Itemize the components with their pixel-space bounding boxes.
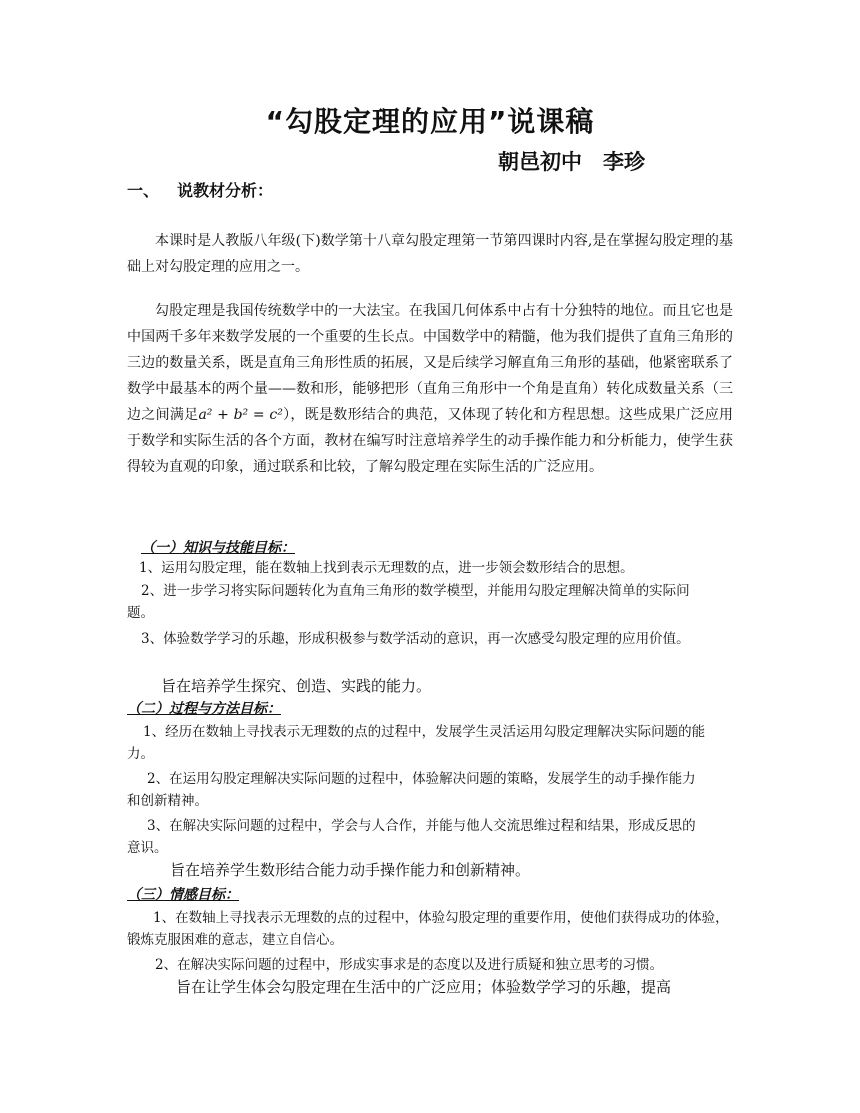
section-heading <box>127 178 273 201</box>
paragraph-intro: 本课时是人教版八年级(下)数学第十八章勾股定理第一节第四课时内容,是在掌握勾股定理的基础上对勾股定理的应用之一。 <box>127 233 733 275</box>
goal2-item-2: 2、在运用勾股定理解决实际问题的过程中，体验解决问题的策略，发展学生的动手操作能力和创新精神。 <box>127 771 696 809</box>
goal2-item-3: 3、在解决实际问题的过程中，学会与人合作，并能与他人交流思维过程和结果，形成反思的意识。 <box>127 818 696 856</box>
section-label: 说教材分析： <box>177 181 274 200</box>
goal2-item-1: 1、经历在数轴上寻找表示无理数的点的过程中，发展学生灵活运用勾股定理解决实际问题的能力。 <box>127 724 706 762</box>
document-title: “勾股定理的应用”说课稿 <box>265 105 595 138</box>
goal3-aim: 旨在让学生体会勾股定理在生活中的广泛应用；体验数学学习的乐趣，提高 <box>176 978 672 996</box>
goal1-item-1: 1、运用勾股定理，能在数轴上找到表示无理数的点，进一步领会数形结合的思想。 <box>139 560 634 576</box>
goal-heading-emotion: （三）情感目标： <box>127 887 239 903</box>
goal2-aim: 旨在培养学生数形结合能力动手操作能力和创新精神。 <box>170 861 531 879</box>
section-number: 一、 <box>127 181 160 200</box>
goal3-item-2: 2、在解决实际问题的过程中，形成实事求是的态度以及进行质疑和独立思考的习惯。 <box>155 957 664 973</box>
goal-heading-knowledge: （一）知识与技能目标： <box>141 540 295 556</box>
goal1-aim: 旨在培养学生探究、创造、实践的能力。 <box>161 677 432 695</box>
paragraph-text-b: ），既是数形结合的典范，又体现了转化和方程思想。这些成果广泛应用于数学和实际生活的各个方面，教材在编写时注意培养学生的动手操作能力和分析能力，使学生获得较为直观的印象，通过联系和比较，了解勾股定理在实际生活的广泛应用。 <box>127 407 734 475</box>
pythagorean-formula: a² + b² = c² <box>198 407 283 423</box>
goal1-item-3: 3、体验数学学习的乐趣，形成积极参与数学活动的意识，再一次感受勾股定理的应用价值。 <box>141 631 690 647</box>
goal3-item-1: 1、在数轴上寻找表示无理数的点的过程中，体验勾股定理的重要作用，使他们获得成功的体验，锻炼克服困难的意志，建立自信心。 <box>127 910 729 948</box>
paragraph-text-a: 勾股定理是我国传统数学中的一大法宝。在我国几何体系中占有十分独特的地位。而且它也是中国两千多年来数学发展的一个重要的生长点。中国数学中的精髓，他为我们提供了直角三角形的三边的数量关系，既是直角三角形性质的拓展，又是后续学习解直角三角形的基础，他紧密联系了数学中最基本的两个量——数和形，能够把形（直角三角形中一个角是直角）转化成数量关系（三边之间满足 <box>127 303 733 423</box>
goal1-item-2: 2、进一步学习将实际问题转化为直角三角形的数学模型，并能用勾股定理解决简单的实际问题。 <box>127 583 690 621</box>
author-line: 朝邑初中 李珍 <box>498 150 645 174</box>
goal-heading-process: （二）过程与方法目标： <box>127 701 281 717</box>
paragraph-theorem <box>127 298 733 480</box>
